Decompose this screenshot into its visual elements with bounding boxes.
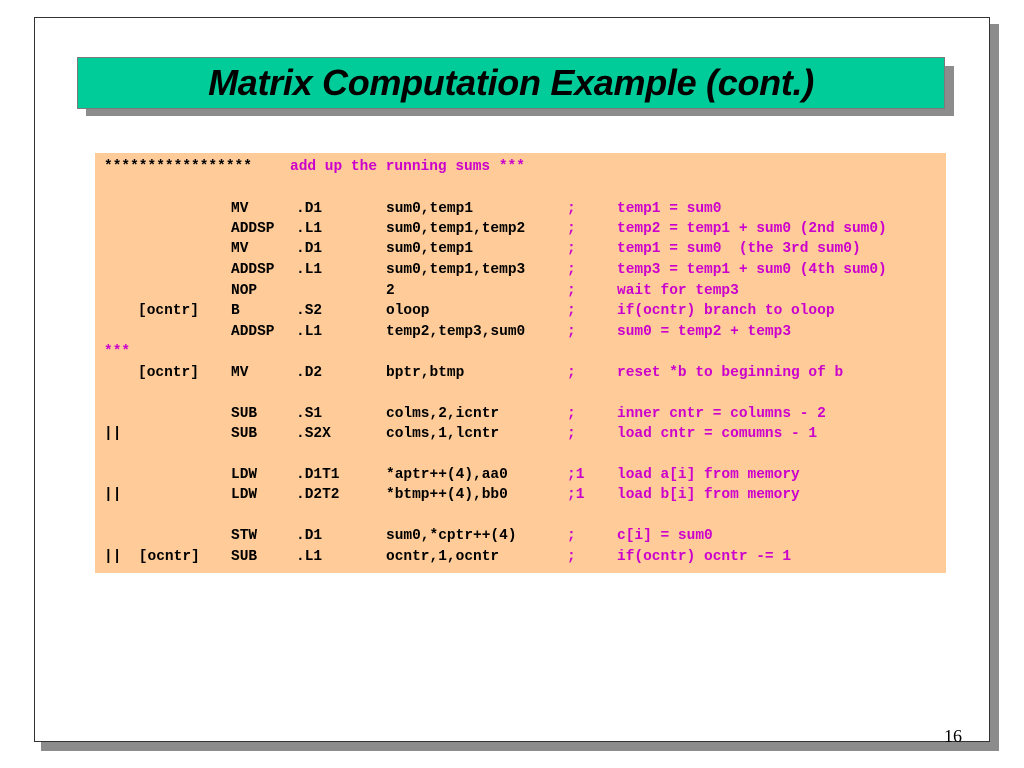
code-comment: if(ocntr) ocntr -= 1 bbox=[617, 549, 792, 565]
code-op: MV bbox=[231, 365, 249, 381]
code-semicolon: ; bbox=[567, 426, 576, 442]
code-comment: load cntr = comumns - 1 bbox=[617, 426, 818, 442]
code-comment: temp1 = sum0 bbox=[617, 201, 722, 217]
code-line bbox=[104, 281, 739, 301]
code-line bbox=[104, 547, 792, 567]
code-label: [ocntr] bbox=[138, 303, 199, 319]
code-line bbox=[104, 465, 800, 485]
code-op: SUB bbox=[231, 426, 258, 442]
code-separator-line bbox=[104, 342, 131, 362]
code-semicolon: ; bbox=[567, 201, 576, 217]
code-header-line bbox=[104, 157, 525, 177]
code-semicolon: ; bbox=[567, 262, 576, 278]
code-unit: .D1 bbox=[296, 528, 323, 544]
code-comment: load b[i] from memory bbox=[617, 487, 800, 503]
code-line bbox=[104, 526, 713, 546]
code-comment: c[i] = sum0 bbox=[617, 528, 713, 544]
code-unit: .L1 bbox=[296, 549, 323, 565]
code-label: [ocntr] bbox=[138, 365, 199, 381]
code-operands: *btmp++(4),bb0 bbox=[386, 487, 508, 503]
code-comment: wait for temp3 bbox=[617, 283, 739, 299]
code-semicolon: ;1 bbox=[567, 487, 585, 503]
code-line bbox=[104, 404, 826, 424]
code-semicolon: ; bbox=[567, 303, 576, 319]
code-line bbox=[104, 199, 722, 219]
code-unit: .D1 bbox=[296, 201, 323, 217]
code-label: || bbox=[104, 426, 122, 442]
code-comment: inner cntr = columns - 2 bbox=[617, 406, 826, 422]
code-comment: reset *b to beginning of b bbox=[617, 365, 844, 381]
code-unit: .D2 bbox=[296, 365, 323, 381]
code-operands: sum0,temp1,temp2 bbox=[386, 221, 526, 237]
code-line bbox=[104, 239, 861, 259]
code-unit: .D2T2 bbox=[296, 487, 340, 503]
code-operands: sum0,temp1,temp3 bbox=[386, 262, 526, 278]
code-semicolon: ; bbox=[567, 241, 576, 257]
code-op: ADDSP bbox=[231, 324, 275, 340]
code-semicolon: ; bbox=[567, 324, 576, 340]
code-semicolon: ; bbox=[567, 283, 576, 299]
code-semicolon: ;1 bbox=[567, 467, 585, 483]
code-unit: .S2X bbox=[296, 426, 331, 442]
code-op: B bbox=[231, 303, 240, 319]
code-operands: colms,1,lcntr bbox=[386, 426, 500, 442]
code-separator: *** bbox=[104, 344, 131, 360]
code-op: LDW bbox=[231, 467, 258, 483]
code-operands: bptr,btmp bbox=[386, 365, 465, 381]
code-op: NOP bbox=[231, 283, 258, 299]
code-line bbox=[104, 363, 844, 383]
slide-title: Matrix Computation Example (cont.) bbox=[208, 62, 814, 103]
code-line bbox=[104, 219, 887, 239]
code-operands: *aptr++(4),aa0 bbox=[386, 467, 508, 483]
code-comment: temp2 = temp1 + sum0 (2nd sum0) bbox=[617, 221, 887, 237]
code-semicolon: ; bbox=[567, 528, 576, 544]
code-op: LDW bbox=[231, 487, 258, 503]
header-stars: ***************** bbox=[104, 159, 252, 175]
code-comment: temp1 = sum0 (the 3rd sum0) bbox=[617, 241, 861, 257]
code-comment: temp3 = temp1 + sum0 (4th sum0) bbox=[617, 262, 887, 278]
code-semicolon: ; bbox=[567, 221, 576, 237]
code-label: || [ocntr] bbox=[104, 549, 200, 565]
code-comment: sum0 = temp2 + temp3 bbox=[617, 324, 792, 340]
code-operands: oloop bbox=[386, 303, 430, 319]
title-box bbox=[77, 57, 945, 109]
code-line bbox=[104, 260, 887, 280]
code-line bbox=[104, 322, 792, 342]
code-operands: sum0,temp1 bbox=[386, 241, 474, 257]
page-number: 16 bbox=[944, 726, 962, 746]
code-line bbox=[104, 485, 800, 505]
code-op: STW bbox=[231, 528, 258, 544]
code-op: SUB bbox=[231, 406, 258, 422]
code-op: MV bbox=[231, 201, 249, 217]
code-operands: colms,2,icntr bbox=[386, 406, 500, 422]
code-op: MV bbox=[231, 241, 249, 257]
code-operands: sum0,temp1 bbox=[386, 201, 474, 217]
header-comment: add up the running sums *** bbox=[290, 159, 525, 175]
code-unit: .L1 bbox=[296, 221, 323, 237]
code-semicolon: ; bbox=[567, 365, 576, 381]
code-comment: load a[i] from memory bbox=[617, 467, 800, 483]
code-operands: sum0,*cptr++(4) bbox=[386, 528, 517, 544]
code-comment: if(ocntr) branch to oloop bbox=[617, 303, 835, 319]
code-unit: .D1T1 bbox=[296, 467, 340, 483]
code-unit: .S2 bbox=[296, 303, 323, 319]
code-unit: .L1 bbox=[296, 324, 323, 340]
code-semicolon: ; bbox=[567, 549, 576, 565]
code-operands: ocntr,1,ocntr bbox=[386, 549, 500, 565]
code-op: SUB bbox=[231, 549, 258, 565]
code-operands: 2 bbox=[386, 283, 395, 299]
code-semicolon: ; bbox=[567, 406, 576, 422]
code-line bbox=[104, 424, 818, 444]
code-unit: .D1 bbox=[296, 241, 323, 257]
code-unit: .L1 bbox=[296, 262, 323, 278]
code-op: ADDSP bbox=[231, 262, 275, 278]
code-line bbox=[104, 301, 835, 321]
code-label: || bbox=[104, 487, 122, 503]
code-op: ADDSP bbox=[231, 221, 275, 237]
code-unit: .S1 bbox=[296, 406, 323, 422]
code-operands: temp2,temp3,sum0 bbox=[386, 324, 526, 340]
